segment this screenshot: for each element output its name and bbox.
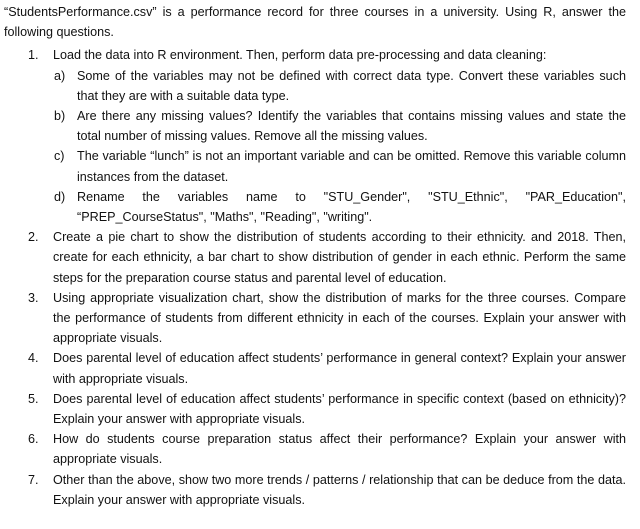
subquestion-text: Some of the variables may not be defined with correct data type. Convert these variables such that they are with a suitable data type.	[77, 68, 626, 103]
subquestion-list	[53, 66, 626, 228]
question-number: 4.	[28, 351, 39, 366]
question-2	[4, 227, 626, 288]
question-5	[4, 389, 626, 429]
question-4	[4, 348, 626, 388]
subquestion-letter: a)	[54, 68, 66, 83]
subquestion-text: The variable “lunch” is not an important variable and can be omitted. Remove this variable column instances from the dataset.	[77, 149, 626, 184]
question-6	[4, 429, 626, 469]
subquestion-letter: b)	[54, 109, 66, 124]
question-number: 1.	[28, 48, 39, 63]
question-number: 2.	[28, 230, 39, 245]
question-7	[4, 470, 626, 510]
question-number: 6.	[28, 432, 39, 447]
question-text: Create a pie chart to show the distribution of students according to their ethnicity. and 2018. Then, create for each ethnicity, a bar chart to show distribution of gender in each ethnic. Perform the same steps for the preparation course status and parental level of education.	[53, 230, 626, 285]
question-number: 3.	[28, 290, 39, 305]
question-list	[4, 45, 626, 510]
subquestion-c	[54, 146, 626, 186]
subquestion-letter: d)	[54, 189, 66, 204]
question-1	[4, 45, 626, 227]
question-3	[4, 288, 626, 349]
question-text: Other than the above, show two more trends / patterns / relationship that can be deduce from the data. Explain your answer with appropriate visuals.	[53, 472, 626, 507]
subquestion-text: Rename the variables name to "STU_Gender", "STU_Ethnic", "PAR_Education", “PREP_CourseStatus", "Maths", "Reading", "writing".	[77, 189, 626, 225]
question-text: How do students course preparation status affect their performance? Explain your answer with appropriate visuals.	[53, 432, 626, 467]
question-text: Does parental level of education affect students’ performance in general context? Explain your answer with appropriate visuals.	[53, 351, 626, 386]
question-text: Using appropriate visualization chart, show the distribution of marks for the three courses. Compare the performance of students from different ethnicity in each of the courses. Explain your answer with appropriate visuals.	[53, 290, 626, 346]
subquestion-a	[54, 66, 626, 106]
subquestion-text: Are there any missing values? Identify the variables that contains missing values and state the total number of missing values. Remove all the missing values.	[77, 109, 626, 144]
question-number: 5.	[28, 391, 39, 406]
subquestion-letter: c)	[54, 149, 65, 164]
subquestion-b	[54, 106, 626, 146]
intro-paragraph: “StudentsPerformance.csv” is a performance record for three courses in a university. Using R, answer the following questions.	[4, 5, 626, 40]
question-text: Load the data into R environment. Then, perform data pre-processing and data cleaning:	[53, 48, 547, 63]
subquestion-d	[54, 187, 626, 227]
question-text: Does parental level of education affect students’ performance in specific context (based on ethnicity)? Explain your answer with appropriate visuals.	[53, 391, 626, 427]
question-number: 7.	[28, 472, 39, 487]
